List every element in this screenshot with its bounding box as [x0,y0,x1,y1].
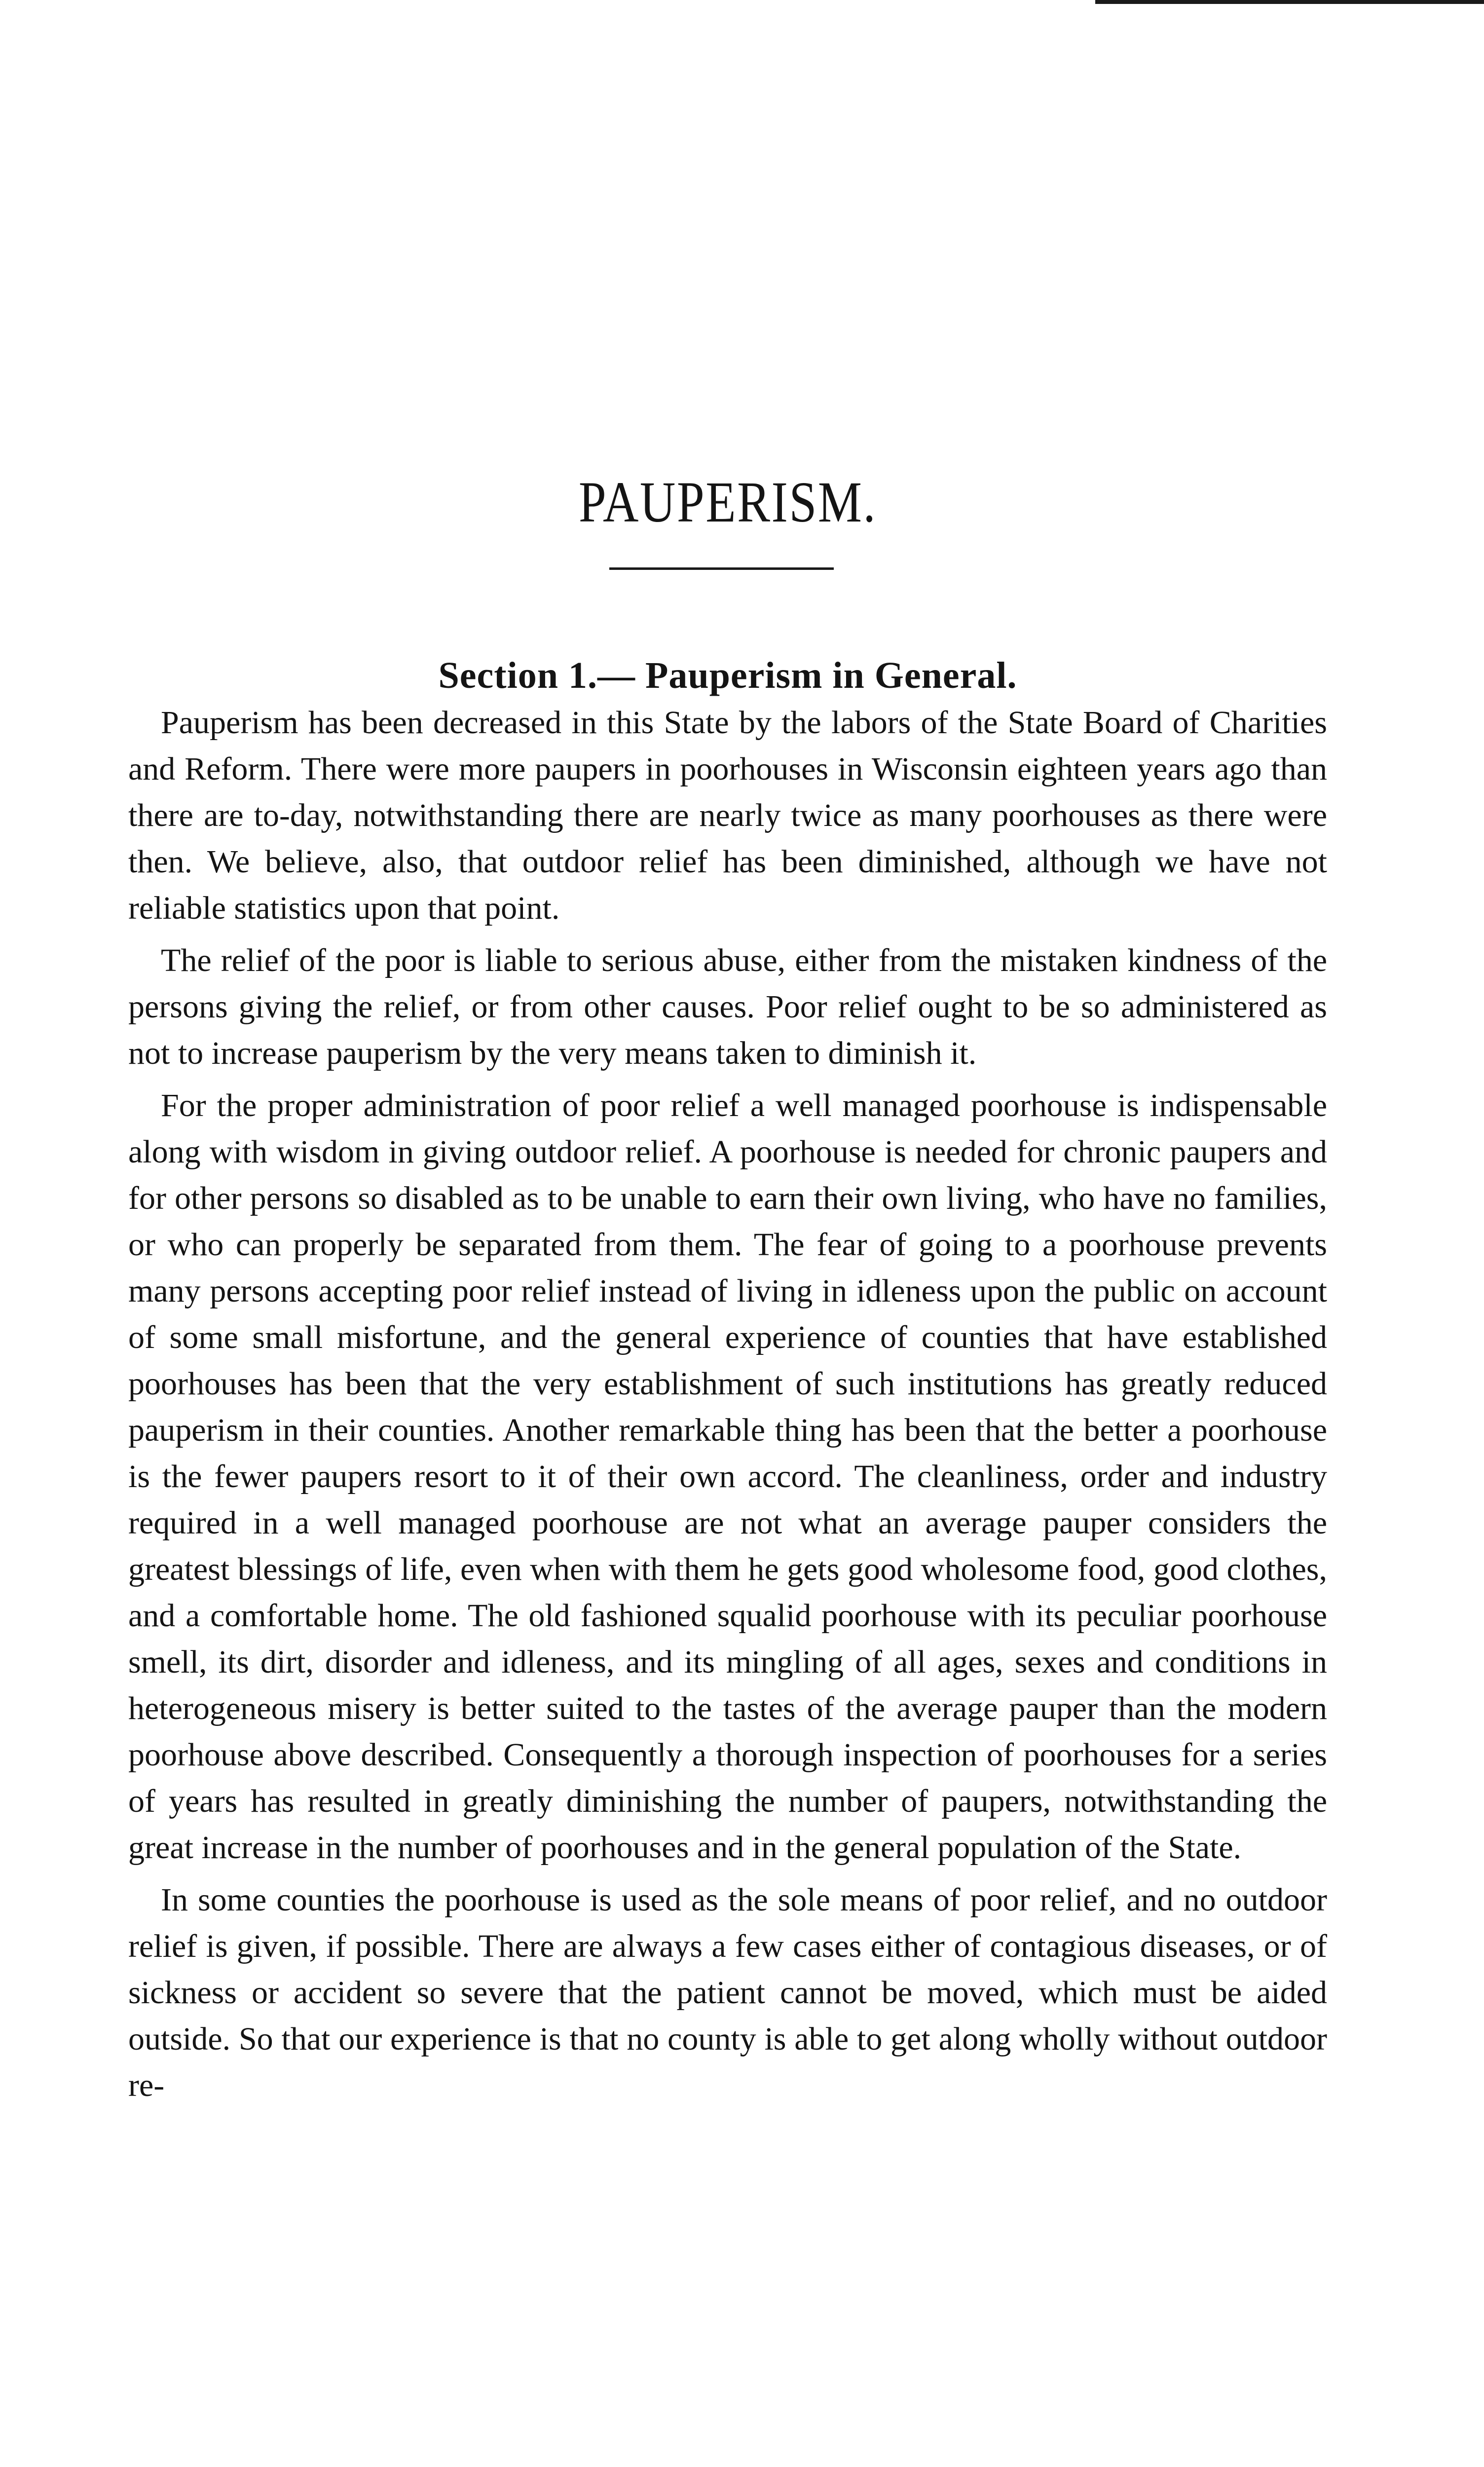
title-divider [609,567,834,570]
top-edge-rule [1095,0,1484,4]
chapter-title: PAUPERISM. [578,470,877,535]
paragraph-2: The relief of the poor is liable to serious abuse, either from the mistaken kindness of the persons giving the relief, or from other causes. Poor relief ought to be so administered as not to increase pauperism by the very means taken to diminish it. [128,942,1327,1071]
body-text [128,700,1327,2109]
paragraph-3: For the proper administration of poor relief a well managed poorhouse is indispensable along with wisdom in giving outdoor relief. A poorhouse is needed for chronic paupers and for other persons so disabled as to be unable to earn their own living, who have no families, or who can properly be separated from them. The fear of going to a poorhouse prevents many persons accepting poor relief instead of living in idleness upon the public on account of some small misfortune, and the general experience of counties that have established poorhouses has been that the very establishment of such institutions has greatly reduced pauperism in their counties. Another remarkable thing has been that the better a poorhouse is the fewer paupers resort to it of their own accord. The cleanliness, order and industry required in a well managed poorhouse are not what an average pauper considers the greatest blessings of life, even when with them he gets good wholesome food, good clothes, and a comfortable home. The old fashioned squalid poorhouse with its peculiar poorhouse smell, its dirt, disorder and idleness, and its mingling of all ages, sexes and conditions in heterogeneous misery is better suited to the tastes of the average pauper than the modern poorhouse above described. Consequently a thorough inspection of poorhouses for a series of years has resulted in greatly diminishing the number of paupers, notwithstanding the great increase in the number of poorhouses and in the general population of the State. [128,1087,1327,1866]
section-heading: Section 1.— Pauperism in General. [438,655,1017,697]
paragraph-4: In some counties the poorhouse is used as the sole means of poor relief, and no outdoor relief is given, if possible. There are always a few cases either of contagious diseases, or of sickness or accident so severe that the patient cannot be moved, which must be aided outside. So that our experience is that no county is able to get along wholly without outdoor re- [128,1882,1327,2103]
paragraph-1: Pauperism has been decreased in this State by the labors of the State Board of Charities and Reform. There were more paupers in poorhouses in Wisconsin eighteen years ago than there are to-day, notwithstanding there are nearly twice as many poorhouses as there were then. We believe, also, that outdoor relief has been diminished, although we have not reliable statistics upon that point. [128,705,1327,926]
